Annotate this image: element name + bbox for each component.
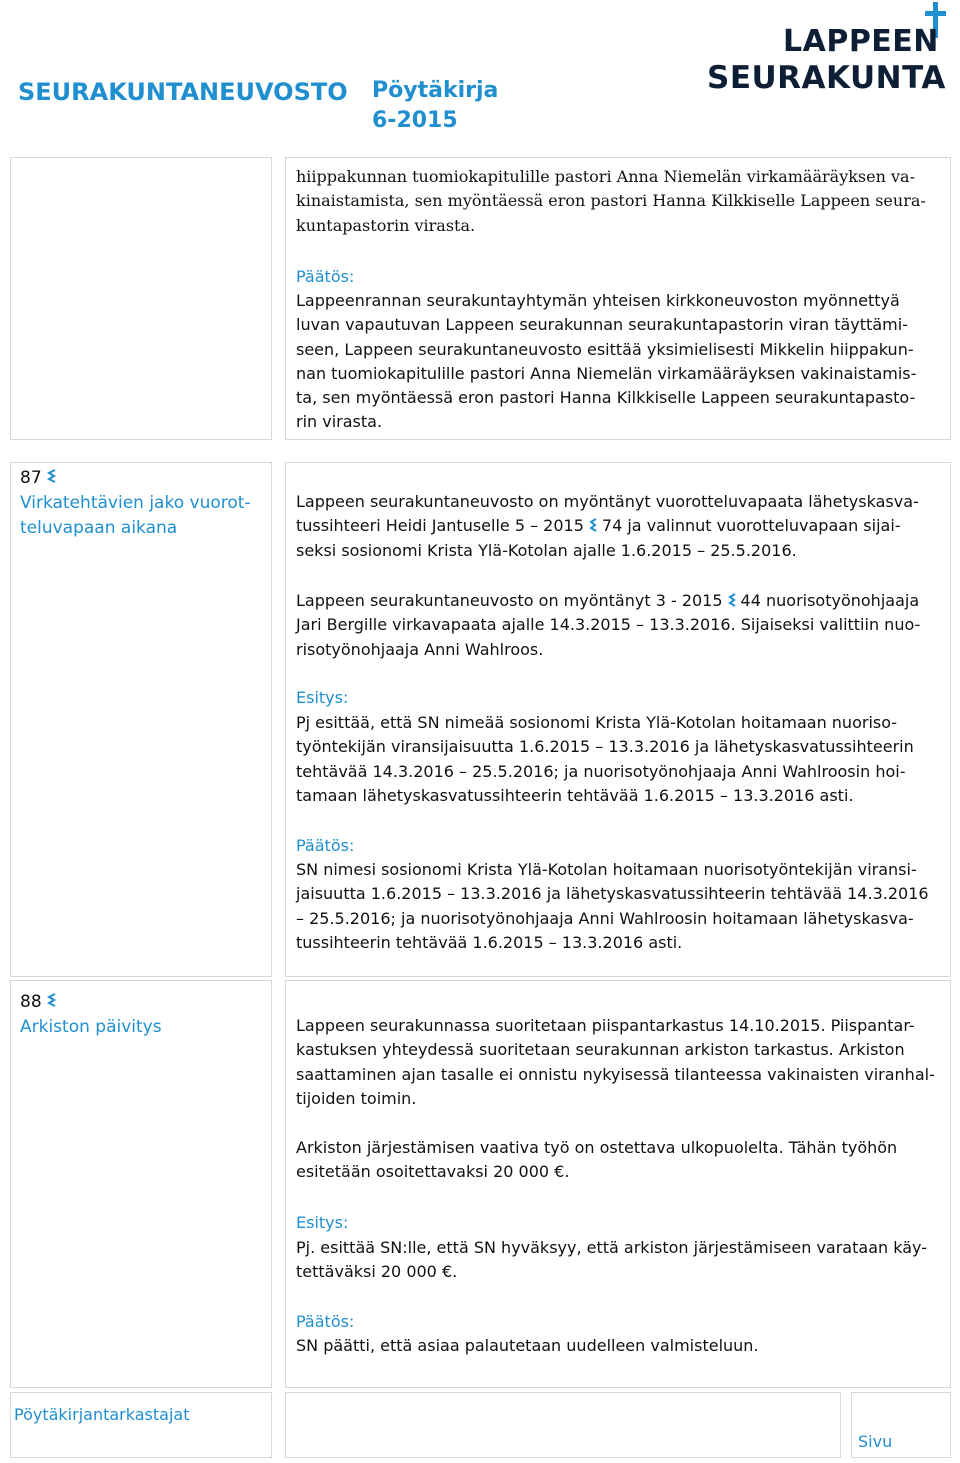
section-sign-icon xyxy=(727,593,737,607)
text-line: Pj esittää, että SN nimeää sosionomi Krista Ylä-Kotolan hoitamaan nuoriso- xyxy=(296,713,898,732)
continued-decision-label: Päätös: xyxy=(296,267,355,286)
section-sign-icon xyxy=(46,469,57,484)
text-line: esitetään osoitettavaksi 20 000 €. xyxy=(296,1162,570,1182)
text-line: 74 ja valinnut vuorotteluvapaan sijai- xyxy=(601,516,901,536)
section-88-proposal-text xyxy=(296,1236,944,1285)
section-87-decision-text xyxy=(296,858,944,955)
footer-reviewers-box xyxy=(10,1392,272,1458)
footer-page-label: Sivu xyxy=(858,1432,893,1451)
section-87-decision-label: Päätös: xyxy=(296,836,355,855)
continued-text xyxy=(296,165,944,238)
section-sign-icon xyxy=(588,518,598,532)
text-line: Lappeen seurakuntaneuvosto on myöntänyt vuorotteluvapaata lähetyskasva- xyxy=(296,492,919,511)
text-line: seen, Lappeen seurakuntaneuvosto esittää yksimielisesti Mikkelin hiippakun- xyxy=(296,339,914,359)
text-line: jaisuutta 1.6.2015 – 13.3.2016 ja lähetyskasvatussihteerin tehtävää 14.3.2016 xyxy=(296,884,929,904)
section-88-heading xyxy=(20,990,162,1040)
document-number: 6-2015 xyxy=(372,108,458,133)
section-88-decision-label: Päätös: xyxy=(296,1312,355,1331)
text-line: saattaminen ajan tasalle ei onnistu nykyisessä tilanteessa vakinaisten viranhal- xyxy=(296,1064,935,1084)
text-line: Lappeen seurakuntaneuvosto on myöntänyt 3 - 2015 xyxy=(296,591,723,610)
text-line: hiippakunnan tuomiokapitulille pastori Anna Niemelän virkamääräyksen va- xyxy=(296,167,915,186)
text-line: 44 nuorisotyönohjaaja xyxy=(740,591,920,610)
section-number: 88 xyxy=(20,992,42,1012)
section-88-paragraph-1 xyxy=(296,1014,944,1111)
text-line: kuntapastorin virasta. xyxy=(296,215,476,235)
section-87-proposal-text xyxy=(296,711,944,808)
section-87-paragraph-2 xyxy=(296,589,944,662)
logo-line-2: SEURAKUNTA xyxy=(707,60,946,96)
church-logo xyxy=(705,6,955,106)
section-88-proposal-label: Esitys: xyxy=(296,1213,349,1232)
document-type: Pöytäkirja xyxy=(372,78,499,103)
text-line: kastuksen yhteydessä suoritetaan seurakunnan arkiston tarkastus. Arkiston xyxy=(296,1040,905,1060)
logo-line-1: LAPPEEN xyxy=(783,24,939,59)
section-title-line: teluvapaan aikana xyxy=(20,518,178,538)
text-line: tamaan lähetyskasvatussihteerin tehtävää 1.6.2015 – 13.3.2016 asti. xyxy=(296,785,854,805)
text-line: Jari Bergille virkavapaata ajalle 14.3.2015 – 13.3.2016. Sijaiseksi valittiin nuo- xyxy=(296,615,921,635)
section-87-paragraph-1 xyxy=(296,490,944,563)
continued-decision-text xyxy=(296,289,944,435)
section-88-paragraph-2 xyxy=(296,1136,944,1185)
header-title: SEURAKUNTANEUVOSTO xyxy=(18,78,348,106)
left-column-frame-88 xyxy=(10,980,272,1388)
text-line: Arkiston järjestämisen vaativa työ on ostettava ulkopuolelta. Tähän työhön xyxy=(296,1138,898,1157)
text-line: ta, sen myöntäessä eron pastori Hanna Kilkkiselle Lappeen seurakuntapasto- xyxy=(296,388,916,408)
section-87-heading xyxy=(20,466,251,541)
section-title-line: Virkatehtävien jako vuorot- xyxy=(20,493,251,513)
text-line: SN nimesi sosionomi Krista Ylä-Kotolan hoitamaan nuorisotyöntekijän viransi- xyxy=(296,860,917,879)
text-line: nan tuomiokapitulille pastori Anna Niemelän virkamääräyksen vakinaistamis- xyxy=(296,363,917,383)
text-line: seksi sosionomi Krista Ylä-Kotolan ajalle 1.6.2015 – 25.5.2016. xyxy=(296,540,797,560)
footer-reviewers-label: Pöytäkirjantarkastajat xyxy=(14,1405,190,1424)
text-line: SN päätti, että asiaa palautetaan uudelleen valmisteluun. xyxy=(296,1336,759,1355)
text-line: työntekijän viransijaisuutta 1.6.2015 – 13.3.2016 ja lähetyskasvatussihteerin xyxy=(296,737,914,757)
text-line: risotyönohjaaja Anni Wahlroos. xyxy=(296,639,544,659)
section-87-proposal-label: Esitys: xyxy=(296,688,349,707)
section-title-line: Arkiston päivitys xyxy=(20,1017,162,1037)
text-line: tehtävää 14.3.2016 – 25.5.2016; ja nuorisotyönohjaaja Anni Wahlroosin hoi- xyxy=(296,761,906,781)
footer-signature-box xyxy=(285,1392,841,1458)
text-line: tijoiden toimin. xyxy=(296,1088,417,1108)
left-column-frame-top xyxy=(10,157,272,440)
text-line: Lappeenrannan seurakuntayhtymän yhteisen kirkkoneuvoston myönnettyä xyxy=(296,291,900,310)
text-line: – 25.5.2016; ja nuorisotyönohjaaja Anni Wahlroosin hoitamaan lähetyskasva- xyxy=(296,908,914,928)
text-line: kinaistamista, sen myöntäessä eron pastori Hanna Kilkkiselle Lappeen seura- xyxy=(296,191,926,211)
text-line: rin virasta. xyxy=(296,412,383,432)
text-line: tussihteerin tehtävää 1.6.2015 – 13.3.2016 asti. xyxy=(296,932,683,952)
section-number: 87 xyxy=(20,468,42,488)
text-line: Pj. esittää SN:lle, että SN hyväksyy, että arkiston järjestämiseen varataan käy- xyxy=(296,1238,927,1257)
section-88-decision-text xyxy=(296,1334,944,1358)
section-sign-icon xyxy=(46,993,57,1008)
text-line: Lappeen seurakunnassa suoritetaan piispantarkastus 14.10.2015. Piispantar- xyxy=(296,1016,915,1035)
text-line: tettäväksi 20 000 €. xyxy=(296,1262,458,1282)
text-line: luvan vapautuvan Lappeen seurakunnan seurakuntapastorin viran täyttämi- xyxy=(296,315,908,335)
text-line: tussihteeri Heidi Jantuselle 5 – 2015 xyxy=(296,516,584,536)
